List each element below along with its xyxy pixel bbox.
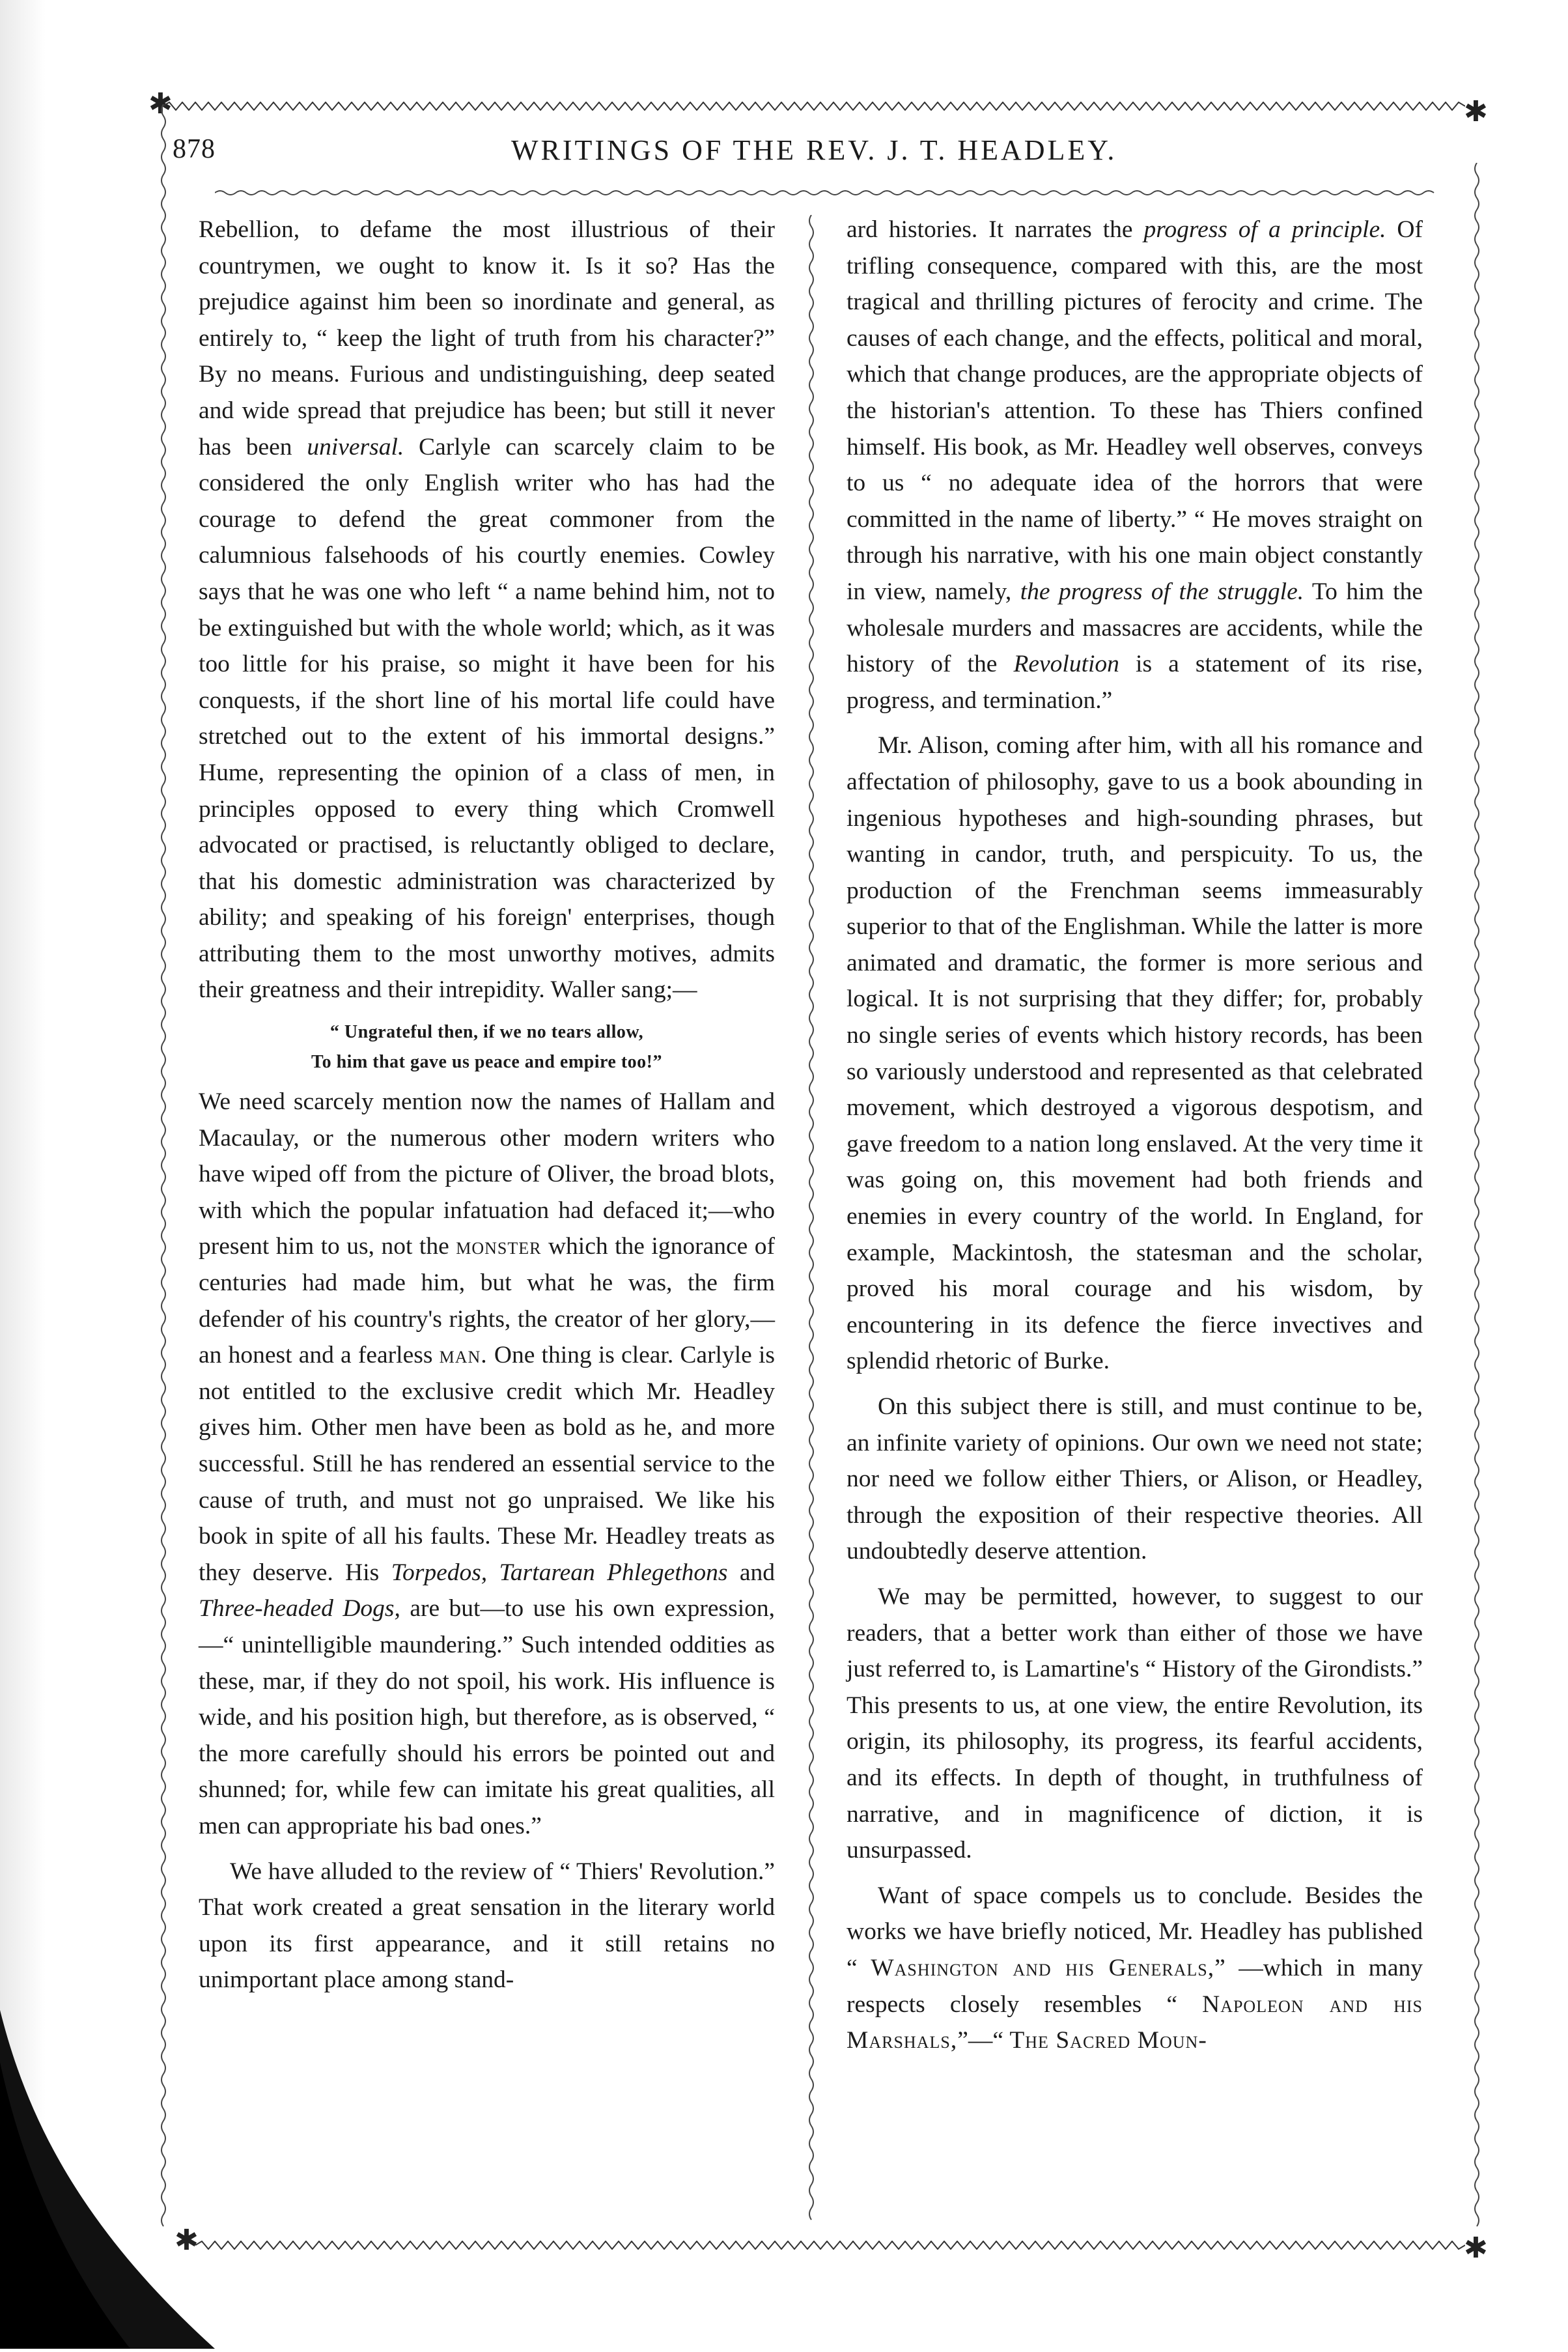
running-title: WRITINGS OF THE REV. J. T. HEADLEY. bbox=[511, 134, 1117, 166]
bottom-left-ornament: ✱ bbox=[175, 2224, 199, 2256]
right-wavy-border bbox=[1473, 163, 1481, 2234]
right-paragraph-2: Mr. Alison, coming after him, with all his romance and affectation of philosophy, gave to us a book abounding in ingenious hypotheses and high-sounding phrases, but wanting in candor, truth, and perspicuity. To us, the production of the Frenchman seems immeasurably superior to that of the Englishman. While the latter is more animated and dramatic, the former is more serious and logical. It is not surprising that they differ; for, probably no single series of events which history records, has been so variously understood and represented as that celebrated movement, which destroyed a vigorous despotism, and gave freedom to a nation long enslaved. At the very time it was going on, this movement had both friends and enemies in every country of the world. In England, for example, Mackintosh, the statesman and the scholar, proved his moral courage and his wisdom, by encountering in its defence the fierce invectives and splendid rhetoric of Burke. bbox=[847, 732, 1423, 1375]
bottom-right-ornament: ✱ bbox=[1464, 2232, 1488, 2264]
page-number: 878 bbox=[173, 134, 216, 164]
left-wavy-border bbox=[160, 104, 167, 2234]
header-rule bbox=[215, 189, 1439, 198]
left-paragraph-2: We need scarcely mention now the names of Hallam and Macaulay, or the numerous other modern writers who have wiped off from the picture of Oliver, the broad blots, with which the popular infatuation had defaced it;—who present him to us, not the monster which the ignorance of centuries had made him, but what he was, the firm defender of his country's rights, the creator of her glory,—an honest and a fearless man. One thing is clear. Carlyle is not entitled to the exclusive credit which Mr. Headley gives him. Other men have been as bold as he, and more successful. Still he has rendered an essential service to the cause of truth, and must not go unpraised. We like his book in spite of all his faults. These Mr. Headley treats as they deserve. His Torpedos, Tartarean Phlegethons and Three-headed Dogs, are but—to use his own expression,—“ unintelligible maundering.” Such intended oddities as these, mar, if they do not spoil, his work. His influence is wide, and his position high, but therefore, as is observed, “ the more carefully should his errors be pointed out and shunned; for, while few can imitate his great qualities, all men can appropriate his bad ones.” bbox=[199, 1088, 775, 1839]
right-column bbox=[847, 212, 1423, 2059]
right-paragraph-4: We may be permitted, however, to suggest to our readers, that a better work than either of those we have just referred to, is Lamartine's “ History of the Girondists.” This presents to us, at one view, the entire Revolution, its origin, its philosophy, its progress, its fearful accidents, and its effects. In depth of thought, in truthfulness of narrative, and in magnificence of diction, it is unsurpassed. bbox=[847, 1583, 1423, 1864]
left-paragraph-3: We have alluded to the review of “ Thiers' Revolution.” That work created a great sensation in the literary world upon its first appearance, and it still retains no unimportant place among stand- bbox=[199, 1858, 775, 1994]
page-header bbox=[173, 134, 1446, 192]
right-paragraph-3: On this subject there is still, and must continue to be, an infinite variety of opinions. Our own we need not state; nor need we follow either Thiers, or Alison, or Headley, through the exposition of their respective theories. All undoubtedly deserve attention. bbox=[847, 1393, 1423, 1565]
top-right-ornament: ✱ bbox=[1464, 96, 1488, 128]
quote-line-2: To him that gave us peace and empire too!” bbox=[311, 1052, 662, 1073]
center-wavy-divider bbox=[807, 215, 815, 2221]
left-paragraph-1: Rebellion, to defame the most illustrious of their countrymen, we ought to know it. Is it so? Has the prejudice against him been so inordinate and general, as entirely to, “ keep the light of truth from his character?” By no means. Furious and undistinguishing, deep seated and wide spread that prejudice has been; but still it never has been universal. Carlyle can scarcely claim to be considered the only English writer who has had the courage to defend the great commoner from the calumnious falsehoods of his courtly enemies. Cowley says that he was one who left “ a name behind him, not to be extinguished but with the whole world; which, as it was too little for his praise, so might it have been for his conquests, if the short line of his mortal life could have stretched out to the extent of his immortal designs.” Hume, representing the opinion of a class of men, in principles opposed to every thing which Cromwell advocated or practised, is reluctantly obliged to declare, that his domestic administration was characterized by ability; and speaking of his foreign' enterprises, though attributing them to the most unworthy motives, admits their greatness and their intrepidity. Waller sang;— bbox=[199, 216, 775, 1004]
page-edge-shadow bbox=[0, 0, 46, 2349]
left-column bbox=[199, 212, 775, 1998]
bottom-decorative-rule bbox=[195, 2241, 1465, 2250]
quote-line-1: “ Ungrateful then, if we no tears allow, bbox=[329, 1022, 644, 1043]
waller-quote bbox=[199, 1017, 775, 1077]
top-decorative-rule bbox=[163, 102, 1465, 111]
right-paragraph-5: Want of space compels us to conclude. Besides the works we have briefly noticed, Mr. Headley has published “ Washington and his Generals,” —which in many respects closely resembles “ Napoleon and his Marshals,”—“ The Sacred Moun- bbox=[847, 1882, 1423, 2054]
right-paragraph-1: ard histories. It narrates the progress of a principle. Of trifling consequence, compared with this, are the most tragical and thrilling pictures of ferocity and crime. The causes of each change, and the effects, political and moral, which that change produces, are the appropriate objects of the historian's attention. To these has Thiers confined himself. His book, as Mr. Headley well observes, conveys to us “ no adequate idea of the horrors that were committed in the name of liberty.” “ He moves straight on through his narrative, with his one main object constantly in view, namely, the progress of the struggle. To him the wholesale murders and massacres are accidents, while the history of the Revolution is a statement of its rise, progress, and termination.” bbox=[847, 216, 1423, 714]
top-left-ornament: ✱ bbox=[148, 88, 173, 120]
binding-shadow bbox=[0, 2010, 221, 2349]
